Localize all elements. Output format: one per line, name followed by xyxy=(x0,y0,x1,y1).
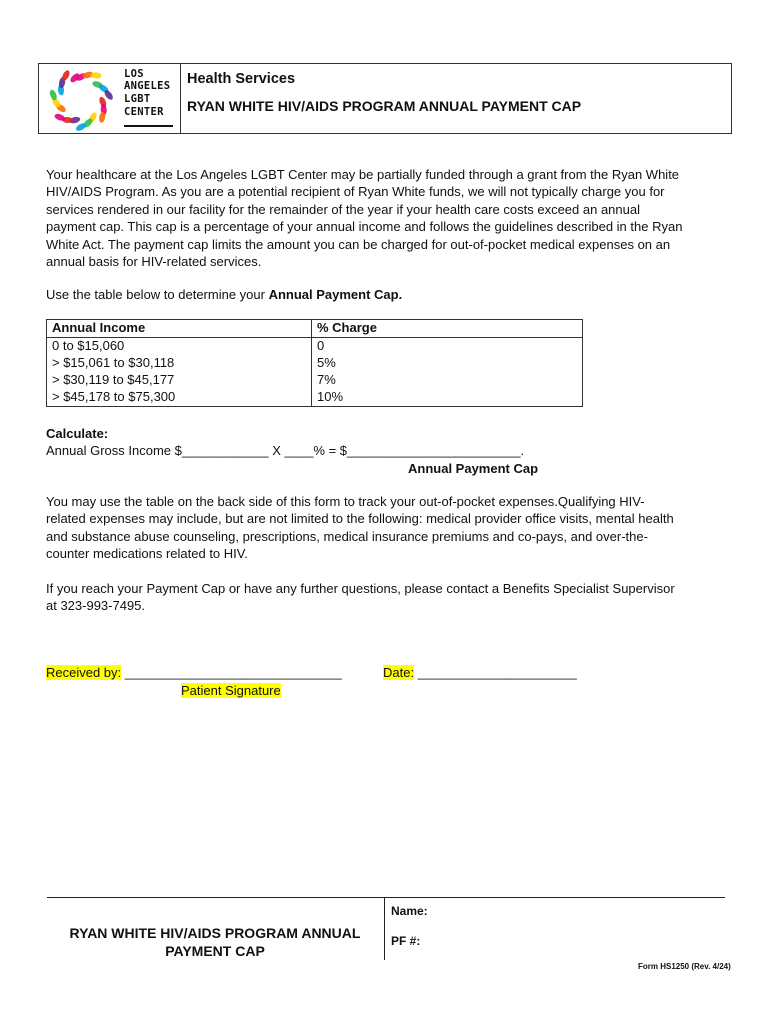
contact-line: at 323-993-7495. xyxy=(46,598,146,614)
footer-title-line: PAYMENT CAP xyxy=(165,943,265,959)
patient-signature-caption xyxy=(181,683,281,698)
calculate-formula[interactable]: Annual Gross Income $____________ X ____% = $________________________. xyxy=(46,443,525,458)
footer-title-line: RYAN WHITE HIV/AIDS PROGRAM ANNUAL xyxy=(69,925,361,941)
logo-line-3: LGBT xyxy=(124,93,151,105)
table-row xyxy=(47,389,583,407)
footer-rule xyxy=(47,897,725,898)
header-title: RYAN WHITE HIV/AIDS PROGRAM ANNUAL PAYMENT CAP xyxy=(187,98,582,114)
logo-line-4: CENTER xyxy=(124,106,164,118)
expenses-line: and substance abuse counseling, prescriptions, medical insurance premiums and co-pays, and over-the- xyxy=(46,528,648,544)
intro-line: White Act. The payment cap limits the amount you can be charged for out-of-pocket medical expenses on an xyxy=(46,236,671,252)
patient-signature-label: Patient Signature xyxy=(181,683,281,698)
form-number: Form HS1250 (Rev. 4/24) xyxy=(638,962,731,971)
expenses-line: You may use the table on the back side of this form to track your out-of-pocket expenses.Qualifying HIV- xyxy=(46,494,645,509)
income-cell: > $15,061 to $30,118 xyxy=(47,355,312,372)
intro-line: Your healthcare at the Los Angeles LGBT Center may be partially funded through a grant from the Ryan White xyxy=(46,167,680,182)
income-cell: 0 to $15,060 xyxy=(47,338,312,356)
table-row xyxy=(47,355,583,372)
header-divider xyxy=(180,63,181,134)
contact-line: If you reach your Payment Cap or have any further questions, please contact a Benefits Specialist Supervisor xyxy=(46,581,675,596)
intro-line: services rendered in our facility for the remainder of the year if your health care costs exceed an annual xyxy=(46,201,640,217)
charge-cell: 10% xyxy=(312,389,583,407)
date-row xyxy=(383,665,577,680)
expenses-paragraph xyxy=(46,493,726,563)
income-cell: > $30,119 to $45,177 xyxy=(47,372,312,389)
intro-paragraph xyxy=(46,166,726,270)
footer-divider xyxy=(384,897,385,960)
annual-payment-cap-label: Annual Payment Cap xyxy=(408,461,539,476)
charge-cell: 0 xyxy=(312,338,583,356)
logo-line-2: ANGELES xyxy=(124,80,171,92)
received-by-label: Received by: xyxy=(46,665,122,680)
date-label: Date: xyxy=(383,665,415,680)
table-row xyxy=(47,372,583,389)
charge-cell: 7% xyxy=(312,372,583,389)
table-instruction-text: Use the table below to determine your xyxy=(46,287,269,302)
charge-cell: 5% xyxy=(312,355,583,372)
table-header-row xyxy=(47,320,583,338)
pf-number-field-label[interactable]: PF #: xyxy=(391,934,421,948)
header-department: Health Services xyxy=(187,71,296,87)
expenses-line: counter medications related to HIV. xyxy=(46,546,248,562)
table-row xyxy=(47,338,583,356)
intro-line: payment cap. This cap is a percentage of your annual income and follows the guidelines described in the Ryan xyxy=(46,219,683,235)
date-line[interactable]: ______________________ xyxy=(414,665,577,680)
contact-paragraph xyxy=(46,580,726,615)
intro-line: annual basis for HIV-related services. xyxy=(46,254,262,270)
table-instruction-emphasis: Annual Payment Cap. xyxy=(268,287,403,302)
table-instruction xyxy=(46,286,726,303)
center-logo-icon xyxy=(44,66,118,132)
received-by-line[interactable]: ______________________________ xyxy=(121,665,342,680)
logo-line-1: LOS xyxy=(124,68,144,80)
received-by-row xyxy=(46,665,342,680)
name-field-label[interactable]: Name: xyxy=(391,904,428,918)
payment-cap-table xyxy=(46,319,583,407)
column-header-charge: % Charge xyxy=(312,320,583,338)
footer-title xyxy=(47,924,383,960)
column-header-annual-income: Annual Income xyxy=(47,320,312,338)
income-cell: > $45,178 to $75,300 xyxy=(47,389,312,407)
expenses-line: related expenses may include, but are not limited to the following: medical provider office visits, mental health xyxy=(46,511,674,527)
calculate-label: Calculate: xyxy=(46,426,109,441)
intro-line: HIV/AIDS Program. As you are a potential recipient of Ryan White funds, we will not typically charge you for xyxy=(46,184,665,200)
logo-underline xyxy=(124,125,173,127)
